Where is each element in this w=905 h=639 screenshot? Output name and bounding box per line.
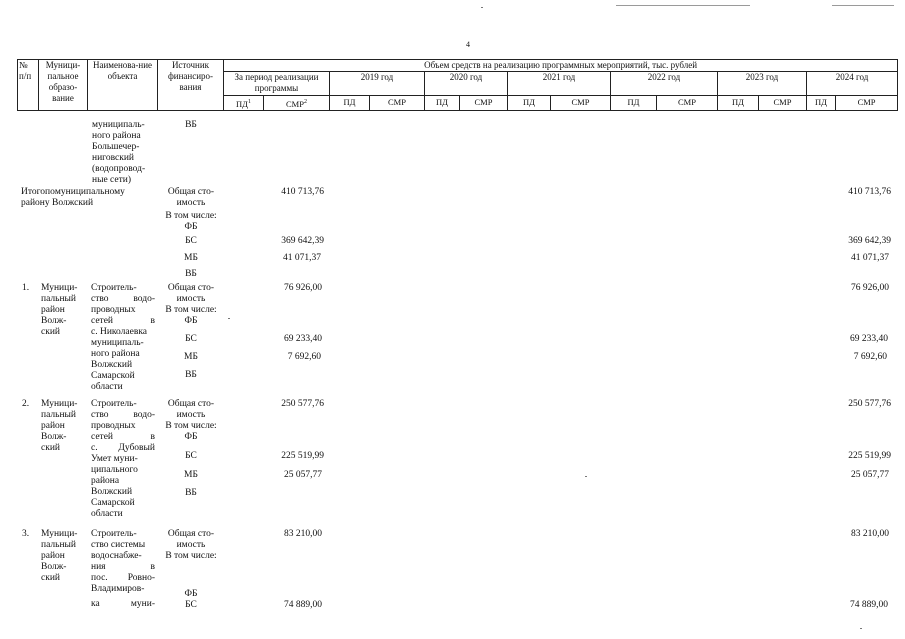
municipality-line: Волж- xyxy=(41,562,67,572)
object-name-line: области xyxy=(91,382,123,392)
value-period-bs: 69 233,40 xyxy=(284,334,322,344)
municipality-line: ский xyxy=(41,573,60,583)
col-source: Источник финансиро-вания xyxy=(158,60,224,111)
subtotal-label-line: Итогопомуниципальному xyxy=(21,187,125,197)
source-incl: В том числе: xyxy=(165,305,217,315)
value-period-mb: 25 057,77 xyxy=(284,470,322,480)
col-smr: СМР xyxy=(460,96,508,111)
object-name-line: пос. Ровно- xyxy=(91,573,155,583)
object-name-line: водоснабже- xyxy=(91,551,142,561)
value-2024-total: 410 713,76 xyxy=(848,187,891,197)
object-name-line: ного района xyxy=(92,131,141,141)
col-pd: $ПД^1$ xyxy=(224,96,264,111)
object-name-line: проводных xyxy=(91,305,136,315)
source-vb: ВБ xyxy=(185,269,197,279)
col-smr: СМР xyxy=(657,96,718,111)
object-name-line: с. Дубовый xyxy=(91,443,155,453)
object-name-line: (водопровод- xyxy=(92,164,146,174)
object-name-line: Самарской xyxy=(91,498,135,508)
value-2024-mb: 41 071,37 xyxy=(851,253,889,263)
object-name-line: Большечер- xyxy=(92,142,140,152)
object-name-line: ство водо- xyxy=(91,294,155,304)
source-incl: В том числе: xyxy=(165,211,217,221)
object-name-line: с. Николаевка xyxy=(91,327,148,337)
source-bs: БС xyxy=(185,600,197,610)
source-mb: МБ xyxy=(184,253,198,263)
source-total: Общая сто-имость xyxy=(167,529,215,550)
municipality-line: район xyxy=(41,421,65,431)
value-period-mb: 7 692,60 xyxy=(287,352,321,362)
value-period-bs: 225 519,99 xyxy=(281,451,324,461)
source-vb: ВБ xyxy=(185,120,197,130)
source-incl: В том числе: xyxy=(165,421,217,431)
value-2024-total: 76 926,00 xyxy=(851,283,889,293)
value-2024-bs: 74 889,00 xyxy=(850,600,888,610)
value-period-total: 250 577,76 xyxy=(281,399,324,409)
scan-speck xyxy=(481,7,483,8)
object-name-line: ство водо- xyxy=(91,410,155,420)
source-fb: ФБ xyxy=(184,432,198,442)
object-name-line: ка муни- xyxy=(91,599,155,609)
source-mb: МБ xyxy=(184,470,198,480)
value-period-total: 76 926,00 xyxy=(284,283,322,293)
municipality-line: район xyxy=(41,305,65,315)
object-name-line: Волжский xyxy=(91,487,133,497)
subtotal-label-line: району Волжский xyxy=(21,198,94,208)
object-name-line: ципального xyxy=(91,465,138,475)
municipality-line: Муници- xyxy=(41,399,78,409)
object-name-line: ного района xyxy=(91,349,140,359)
row-number: 3. xyxy=(22,529,30,539)
col-smr: СМР$^2$ xyxy=(264,96,330,111)
source-fb: ФБ xyxy=(184,316,198,326)
value-2024-bs: 69 233,40 xyxy=(850,334,888,344)
row-number: 2. xyxy=(22,399,30,409)
value-2024-mb: 7 692,60 xyxy=(853,352,887,362)
col-pd: ПД xyxy=(330,96,370,111)
col-pd: ПД xyxy=(718,96,759,111)
value-period-mb: 41 071,37 xyxy=(283,253,321,263)
object-name-line: Самарской xyxy=(91,371,135,381)
object-name-line: Строитель- xyxy=(91,529,137,539)
municipality-line: Волж- xyxy=(41,316,67,326)
object-name-line: муниципаль- xyxy=(92,120,145,130)
col-smr: СМР xyxy=(370,96,425,111)
col-volume-title: Объем средств на реализацию программных мероприятий, тыс. рублей xyxy=(224,60,898,72)
source-bs: БС xyxy=(185,451,197,461)
object-name-line: муниципаль- xyxy=(91,338,144,348)
municipality-line: Муници- xyxy=(41,283,78,293)
col-period: За период реализации программы xyxy=(224,72,330,96)
municipality-line: пальный xyxy=(41,294,77,304)
value-period-total: 83 210,00 xyxy=(284,529,322,539)
col-smr: СМР xyxy=(551,96,611,111)
object-name-line: Умет муни- xyxy=(91,454,138,464)
col-year-2023: 2023 год xyxy=(718,72,807,96)
scan-speck xyxy=(585,476,587,477)
col-pd: ПД xyxy=(611,96,657,111)
scan-speck xyxy=(228,318,230,319)
object-name-line: ные сети) xyxy=(92,175,132,185)
source-bs: БС xyxy=(185,334,197,344)
value-2024-total: 83 210,00 xyxy=(851,529,889,539)
source-total: Общая сто-имость xyxy=(167,283,215,304)
municipality-line: ский xyxy=(41,443,60,453)
col-smr: СМР xyxy=(759,96,807,111)
object-name-line: ния в xyxy=(91,562,155,572)
col-number: № п/п xyxy=(18,60,39,111)
page-number: 4 xyxy=(466,40,470,49)
source-total: Общая сто-имость xyxy=(167,187,215,208)
object-name-line: сетей в xyxy=(91,316,155,326)
col-year-2019: 2019 год xyxy=(330,72,425,96)
col-year-2022: 2022 год xyxy=(611,72,718,96)
col-pd: ПД xyxy=(807,96,836,111)
value-2024-bs: 225 519,99 xyxy=(848,451,891,461)
value-2024-bs: 369 642,39 xyxy=(848,236,891,246)
col-year-2020: 2020 год xyxy=(425,72,508,96)
col-pd: ПД xyxy=(508,96,551,111)
value-period-total: 410 713,76 xyxy=(281,187,324,197)
municipality-line: Волж- xyxy=(41,432,67,442)
source-vb: ВБ xyxy=(185,370,197,380)
col-municipality: Муници-пальное образо-вание xyxy=(39,60,88,111)
source-total: Общая сто-имость xyxy=(167,399,215,420)
source-fb: ФБ xyxy=(184,222,198,232)
object-name-line: Владимиров- xyxy=(91,584,145,594)
municipality-line: Муници- xyxy=(41,529,78,539)
object-name-line: Строитель- xyxy=(91,399,137,409)
value-2024-mb: 25 057,77 xyxy=(851,470,889,480)
col-pd: ПД xyxy=(425,96,460,111)
object-name-line: района xyxy=(91,476,120,486)
municipality-line: район xyxy=(41,551,65,561)
row-number: 1. xyxy=(22,283,30,293)
value-period-bs: 74 889,00 xyxy=(284,600,322,610)
value-2024-total: 250 577,76 xyxy=(848,399,891,409)
object-name-line: ство системы xyxy=(91,540,146,550)
object-name-line: ниговский xyxy=(92,153,135,163)
object-name-line: Волжский xyxy=(91,360,133,370)
source-mb: МБ xyxy=(184,352,198,362)
value-period-bs: 369 642,39 xyxy=(281,236,324,246)
col-year-2021: 2021 год xyxy=(508,72,611,96)
object-name-line: области xyxy=(91,509,123,519)
municipality-line: пальный xyxy=(41,410,77,420)
source-vb: ВБ xyxy=(185,488,197,498)
object-name-line: Строитель- xyxy=(91,283,137,293)
col-year-2024: 2024 год xyxy=(807,72,898,96)
municipality-line: ский xyxy=(41,327,60,337)
object-name-line: проводных xyxy=(91,421,136,431)
object-name-line: сетей в xyxy=(91,432,155,442)
municipality-line: пальный xyxy=(41,540,77,550)
source-bs: БС xyxy=(185,236,197,246)
source-incl: В том числе: xyxy=(165,551,217,561)
col-object-name: Наименова-ние объекта xyxy=(88,60,158,111)
source-fb: ФБ xyxy=(184,589,198,599)
col-smr: СМР xyxy=(836,96,898,111)
scan-speck xyxy=(860,628,862,629)
